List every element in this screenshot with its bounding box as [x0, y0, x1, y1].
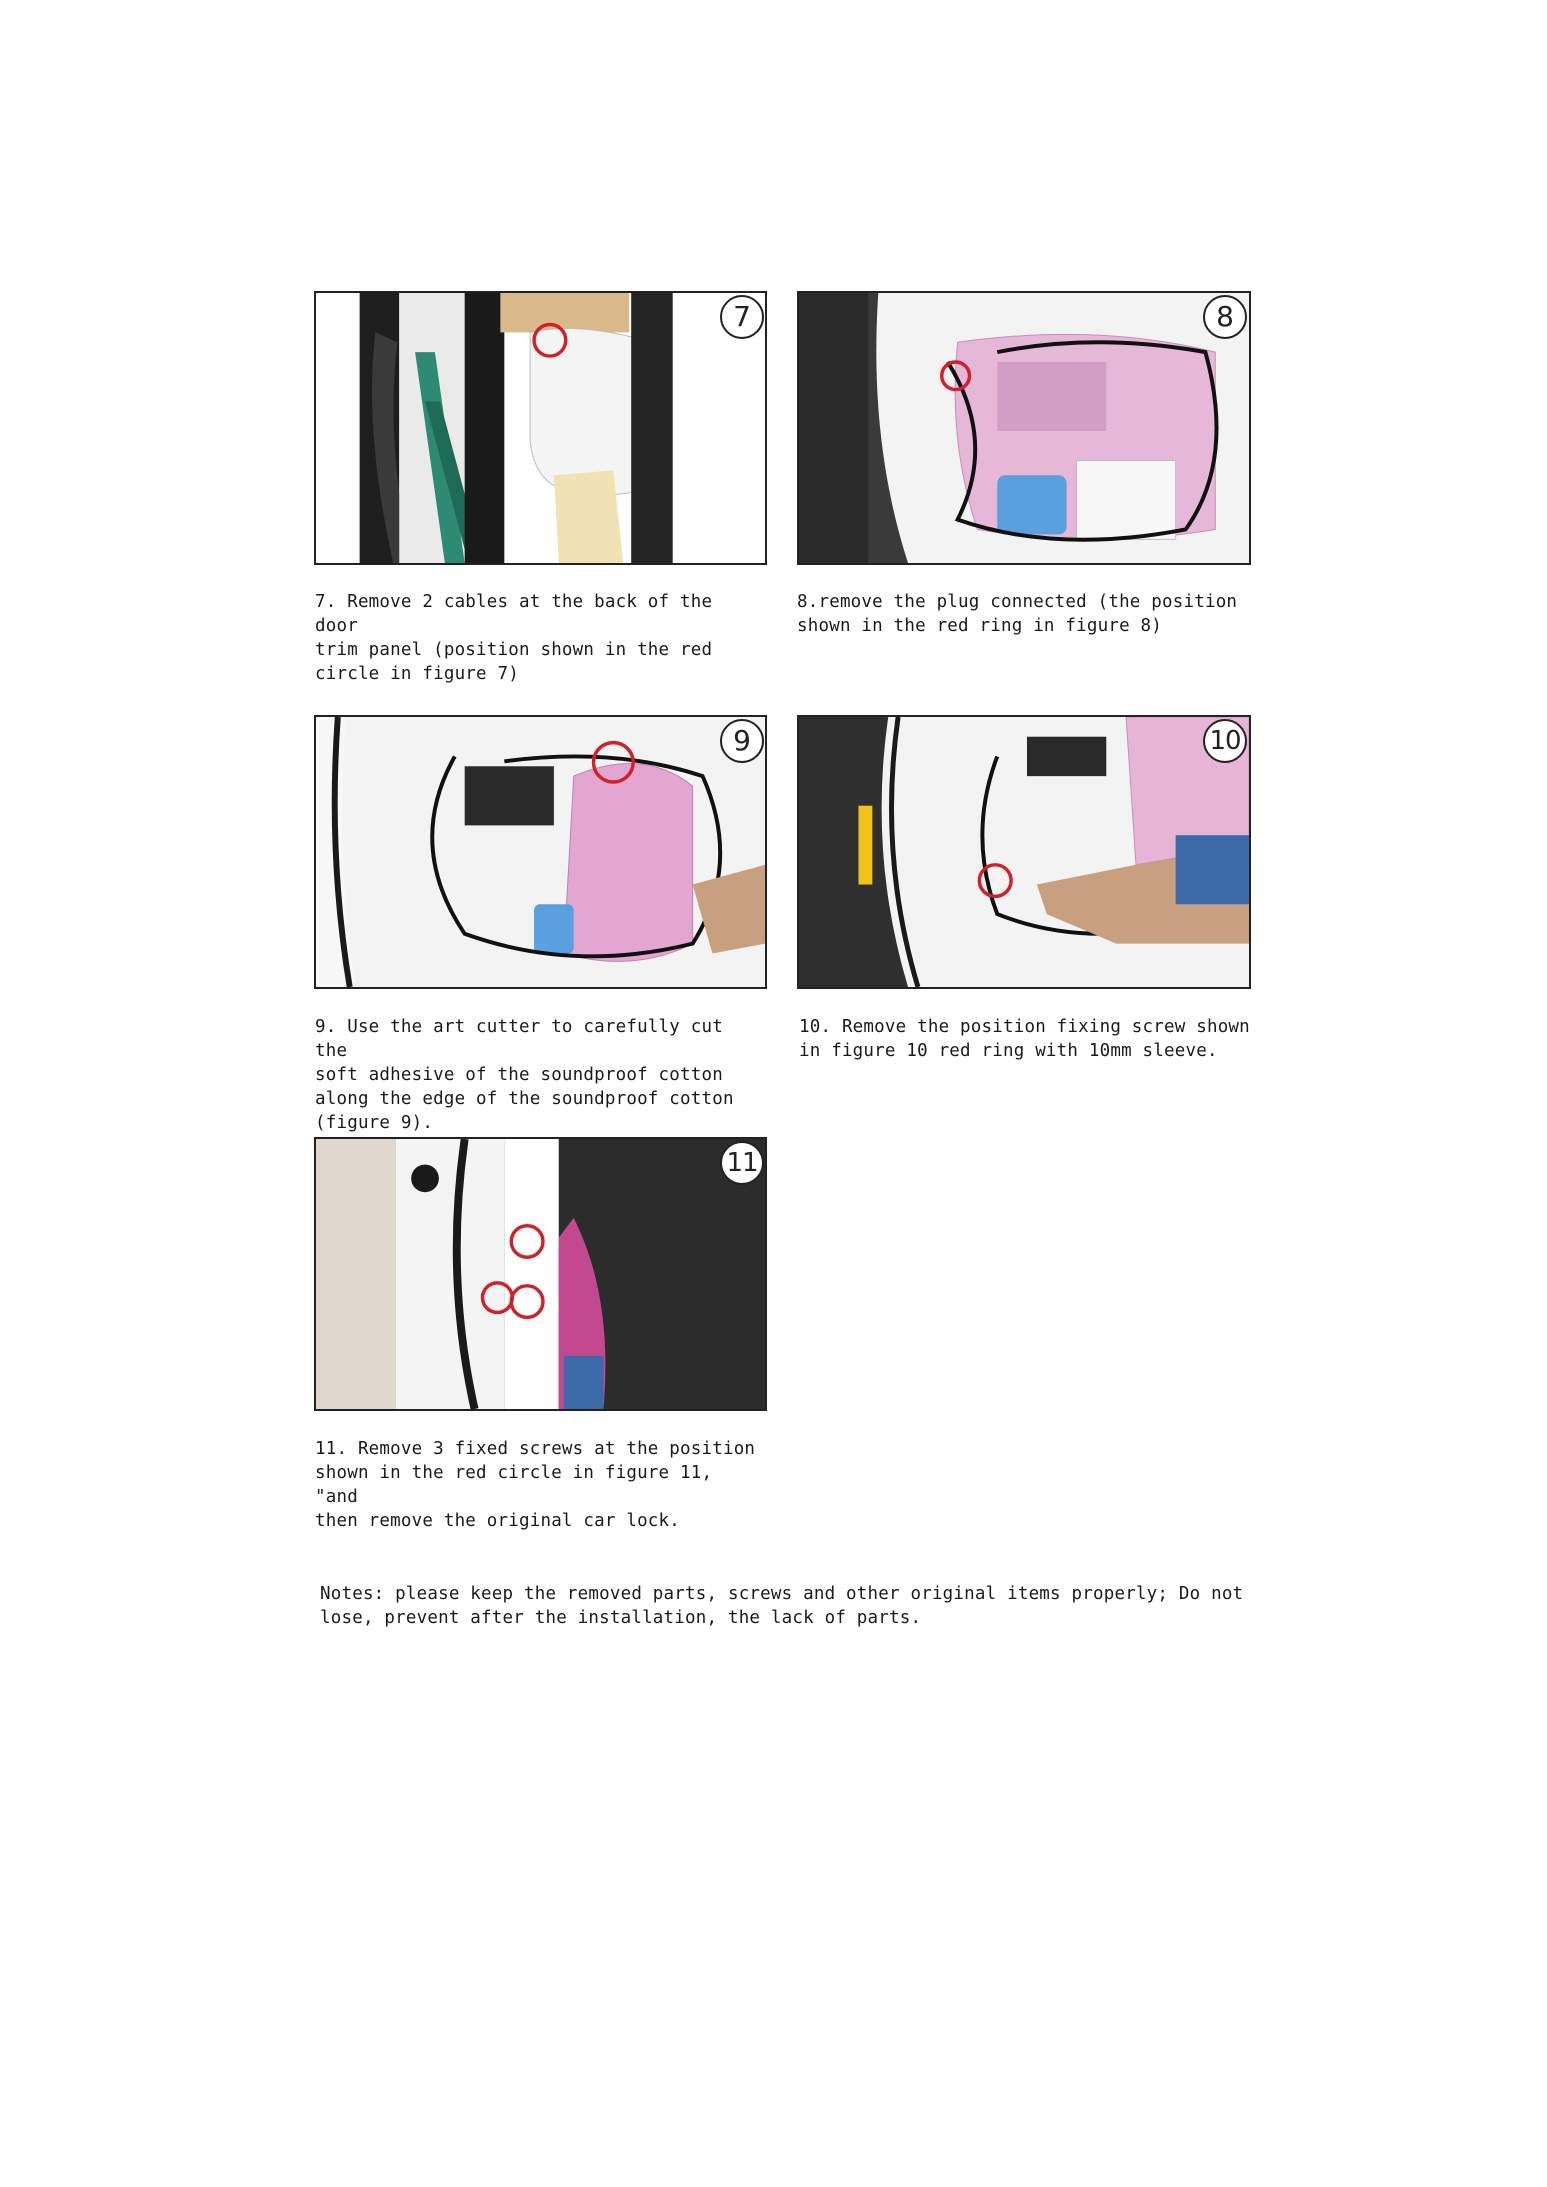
figure-7-photo	[314, 291, 767, 565]
door-trim-back-illustration	[316, 293, 765, 563]
figure-10-caption: 10. Remove the position fixing screw shown in figure 10 red ring with 10mm sleeve.	[799, 1017, 1250, 1061]
door-lock-screws-illustration	[316, 1139, 765, 1409]
figure-8-caption: 8.remove the plug connected (the position shown in the red ring in figure 8)	[797, 592, 1238, 636]
figure-8-number-badge: 8	[1203, 295, 1247, 339]
figure-9-number-badge: 9	[720, 719, 764, 763]
figure-9-caption: 9. Use the art cutter to carefully cut the soft adhesive of the soundproof cotton along the edge of the soundproof cotton (figure 9).	[315, 1017, 734, 1133]
screw-removal-illustration	[799, 717, 1249, 987]
door-inner-panel-illustration	[799, 293, 1249, 563]
figure-9-photo	[314, 715, 767, 989]
figure-10-photo	[797, 715, 1251, 989]
figure-7-caption: 7. Remove 2 cables at the back of the door trim panel (position shown in the red circle in figure 7)	[315, 592, 713, 684]
notes-text: Notes: please keep the removed parts, screws and other original items properly; Do not lose, prevent after the installation, the lack of parts.	[320, 1584, 1244, 1628]
figure-11-photo	[314, 1137, 767, 1411]
soundproof-cotton-illustration	[316, 717, 765, 987]
figure-8-photo	[797, 291, 1251, 565]
figure-11-number-badge: 11	[720, 1141, 764, 1185]
figure-11-caption: 11. Remove 3 fixed screws at the position shown in the red circle in figure 11, "and then remove the original car lock.	[315, 1439, 756, 1531]
figure-7-number-badge: 7	[720, 295, 764, 339]
figure-10-number-badge: 10	[1203, 719, 1247, 763]
